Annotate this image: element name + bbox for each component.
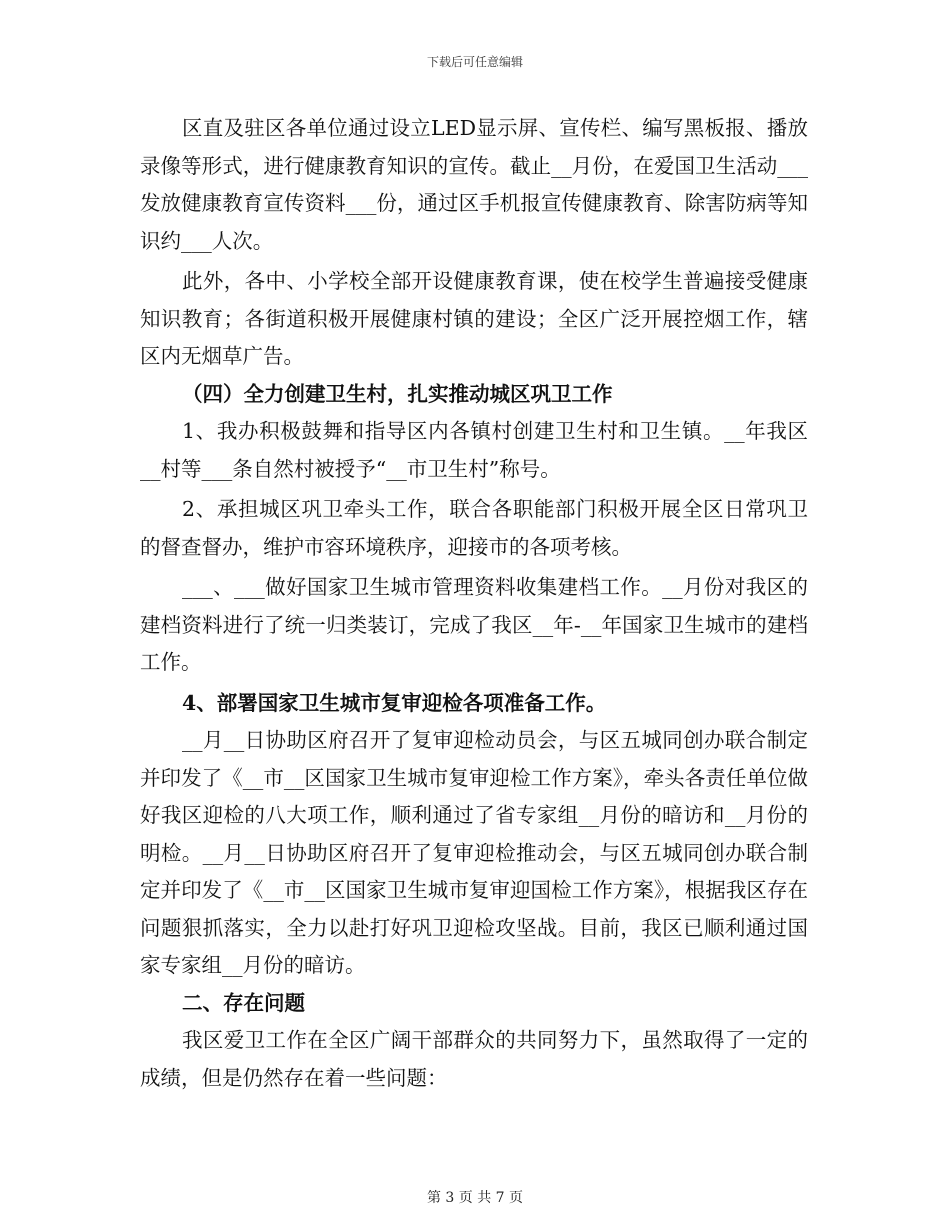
paragraph-health-education-publicity: 区直及驻区各单位通过设立LED显示屏、宣传栏、编写黑板报、播放录像等形式，进行健康教育知识的宣传。截止__月份，在爱国卫生活动___发放健康教育宣传资料___份，通过区手机报宣传健康教育、除害防病等知识约___人次。 bbox=[140, 116, 808, 253]
page-footer-number: 第 3 页 共 7 页 bbox=[426, 1190, 524, 1206]
paragraph-school-health-courses: 此外，各中、小学校全部开设健康教育课，使在校学生普遍接受健康知识教育；各街道积极开展健康村镇的建设；全区广泛开展控烟工作，辖区内无烟草广告。 bbox=[140, 269, 808, 368]
paragraph-problems-intro: 我区爱卫工作在全区广阔干部群众的共同努力下，虽然取得了一定的成绩，但是仍然存在着一些问题： bbox=[140, 1028, 808, 1090]
page-header-note: 下载后可任意编辑 bbox=[426, 55, 523, 69]
paragraph-item-1: 1、我办积极鼓舞和指导区内各镇村创建卫生村和卫生镇。__年我区__村等___条自然村被授予“__市卫生村”称号。 bbox=[140, 419, 808, 481]
section-heading-problems: 二、存在问题 bbox=[182, 990, 305, 1015]
subheading-item-4: 4、部署国家卫生城市复审迎检各项准备工作。 bbox=[182, 690, 607, 715]
paragraph-review-inspection: __月__日协助区府召开了复审迎检动员会，与区五城同创办联合制定并印发了《__市__区国家卫生城市复审迎检工作方案》，牵头各责任单位做好我区迎检的八大项工作，顺利通过了省专家组__月份的暗访和__月份的明检。__月__日协助区府召开了复审迎检推动会，与区五城同创办联合制定并印发了《__市__区国家卫生城市复审迎国检工作方案》，根据我区存在问题狠抓落实，全力以赴打好巩卫迎检攻坚战。目前，我区已顺利通过国家专家组__月份的暗访。 bbox=[140, 728, 808, 977]
document-body bbox=[140, 110, 808, 1097]
paragraph-item-3: ___、___做好国家卫生城市管理资料收集建档工作。__月份对我区的建档资料进行了统一归类装订，完成了我区__年-__年国家卫生城市的建档工作。 bbox=[140, 575, 808, 674]
section-heading-4: （四）全力创建卫生村，扎实推动城区巩卫工作 bbox=[182, 381, 613, 406]
paragraph-item-2: 2、承担城区巩卫牵头工作，联合各职能部门积极开展全区日常巩卫的督查督办，维护市容环境秩序，迎接市的各项考核。 bbox=[140, 497, 808, 559]
